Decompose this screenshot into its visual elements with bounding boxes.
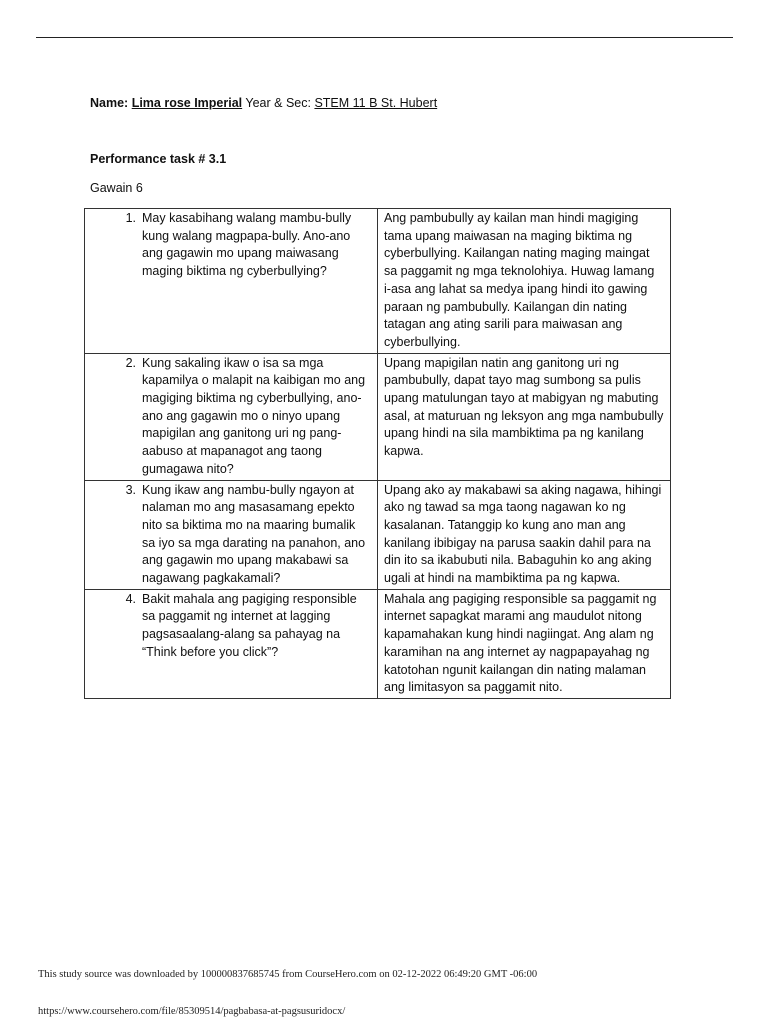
question-number: 4. [125, 591, 136, 606]
year-sec-value: STEM 11 B St. Hubert [314, 96, 438, 110]
table-row [85, 353, 671, 480]
answer-cell: Mahala ang pagiging responsible sa paggamit ng internet sapagkat marami ang maudulot nitong kapamahakan kung hindi nagiingat. Ang alam ng karamihan na ang internet ay nagpapayahag ng katotohan ngunit kailangan din nating malaman ang limitasyon sa paggamit nito. [378, 589, 671, 698]
activity-label: Gawain 6 [90, 181, 143, 195]
answer-cell: Upang mapigilan natin ang ganitong uri ng pambubully, dapat tayo mag sumbong sa pulis upang matulungan tayo at mabigyan ng mabuting asal, at maturuan ng leksyon ang mga nambubully upang hindi na sila mambiktima pa ng kanilang kapwa. [378, 353, 671, 480]
question-cell [85, 353, 378, 480]
table-row [85, 589, 671, 698]
question-text: Kung sakaling ikaw o isa sa mga kapamilya o malapit na kaibigan mo ang magiging biktima ng cyberbullying, ano-ano ang gagawin mo o ninyo upang mapigilan ang ganitong uri ng pang-aabuso at mapanagot ang taong gumagawa nito? [142, 355, 366, 476]
question-text: May kasabihang walang mambu-bully kung walang magpapa-bully. Ano-ano ang gagawin mo upang maiwasang maging biktima ng cyberbullying? [142, 211, 352, 279]
student-name: Lima rose Imperial [131, 96, 243, 110]
question-text: Kung ikaw ang nambu-bully ngayon at nalaman mo ang masasamang epekto nito sa biktima mo na maaring bumalik sa iyo sa mga darating na panahon, ano ang gagawin mo upang makabawi sa nagawang pagkakamali? [142, 482, 366, 586]
student-info [90, 95, 437, 111]
question-cell [85, 209, 378, 354]
question-text: Bakit mahala ang pagiging responsible sa paggamit ng internet at lagging pagsasaalang-alang sa pahayag na “Think before you click”? [142, 591, 357, 659]
table-row [85, 480, 671, 589]
answer-cell: Upang ako ay makabawi sa aking nagawa, hihingi ako ng tawad sa mga taong nagawan ko ng kasalanan. Tatanggip ko kung ano man ang kanilang ibibigay na parusa saakin dahil para na din ito sa ikabubuti nila. Babaguhin ko ang aking ugali at hindi na mambiktima pa ng kapwa. [378, 480, 671, 589]
download-notice: This study source was downloaded by 100000837685745 from CourseHero.com on 02-12-2022 06:49:20 GMT -06:00 [38, 969, 538, 980]
source-url[interactable]: https://www.coursehero.com/file/85309514/pagbabasa-at-pagsusuridocx/ [38, 1006, 346, 1017]
task-title: Performance task # 3.1 [90, 152, 227, 166]
name-label: Name: [90, 96, 132, 110]
top-divider [36, 37, 733, 38]
question-number: 1. [125, 211, 136, 225]
answer-cell: Ang pambubully ay kailan man hindi magiging tama upang maiwasan na maging biktima ng cyberbullying. Kailangan nating maging maingat sa paggamit ng mga teknolohiya. Huwag lamang i-asa ang lahat sa medya ipang hindi ito gawing paraan ng pambubully. Kailangan din nating tatagan ang ating sarili para maiwasan ang cyberbullying. [378, 209, 671, 354]
table-row [85, 209, 671, 354]
question-number: 3. [125, 482, 136, 497]
question-cell [85, 589, 378, 698]
year-sec-label: Year & Sec: [242, 96, 315, 110]
qa-table [84, 208, 671, 699]
question-number: 2. [125, 355, 136, 370]
question-cell [85, 480, 378, 589]
